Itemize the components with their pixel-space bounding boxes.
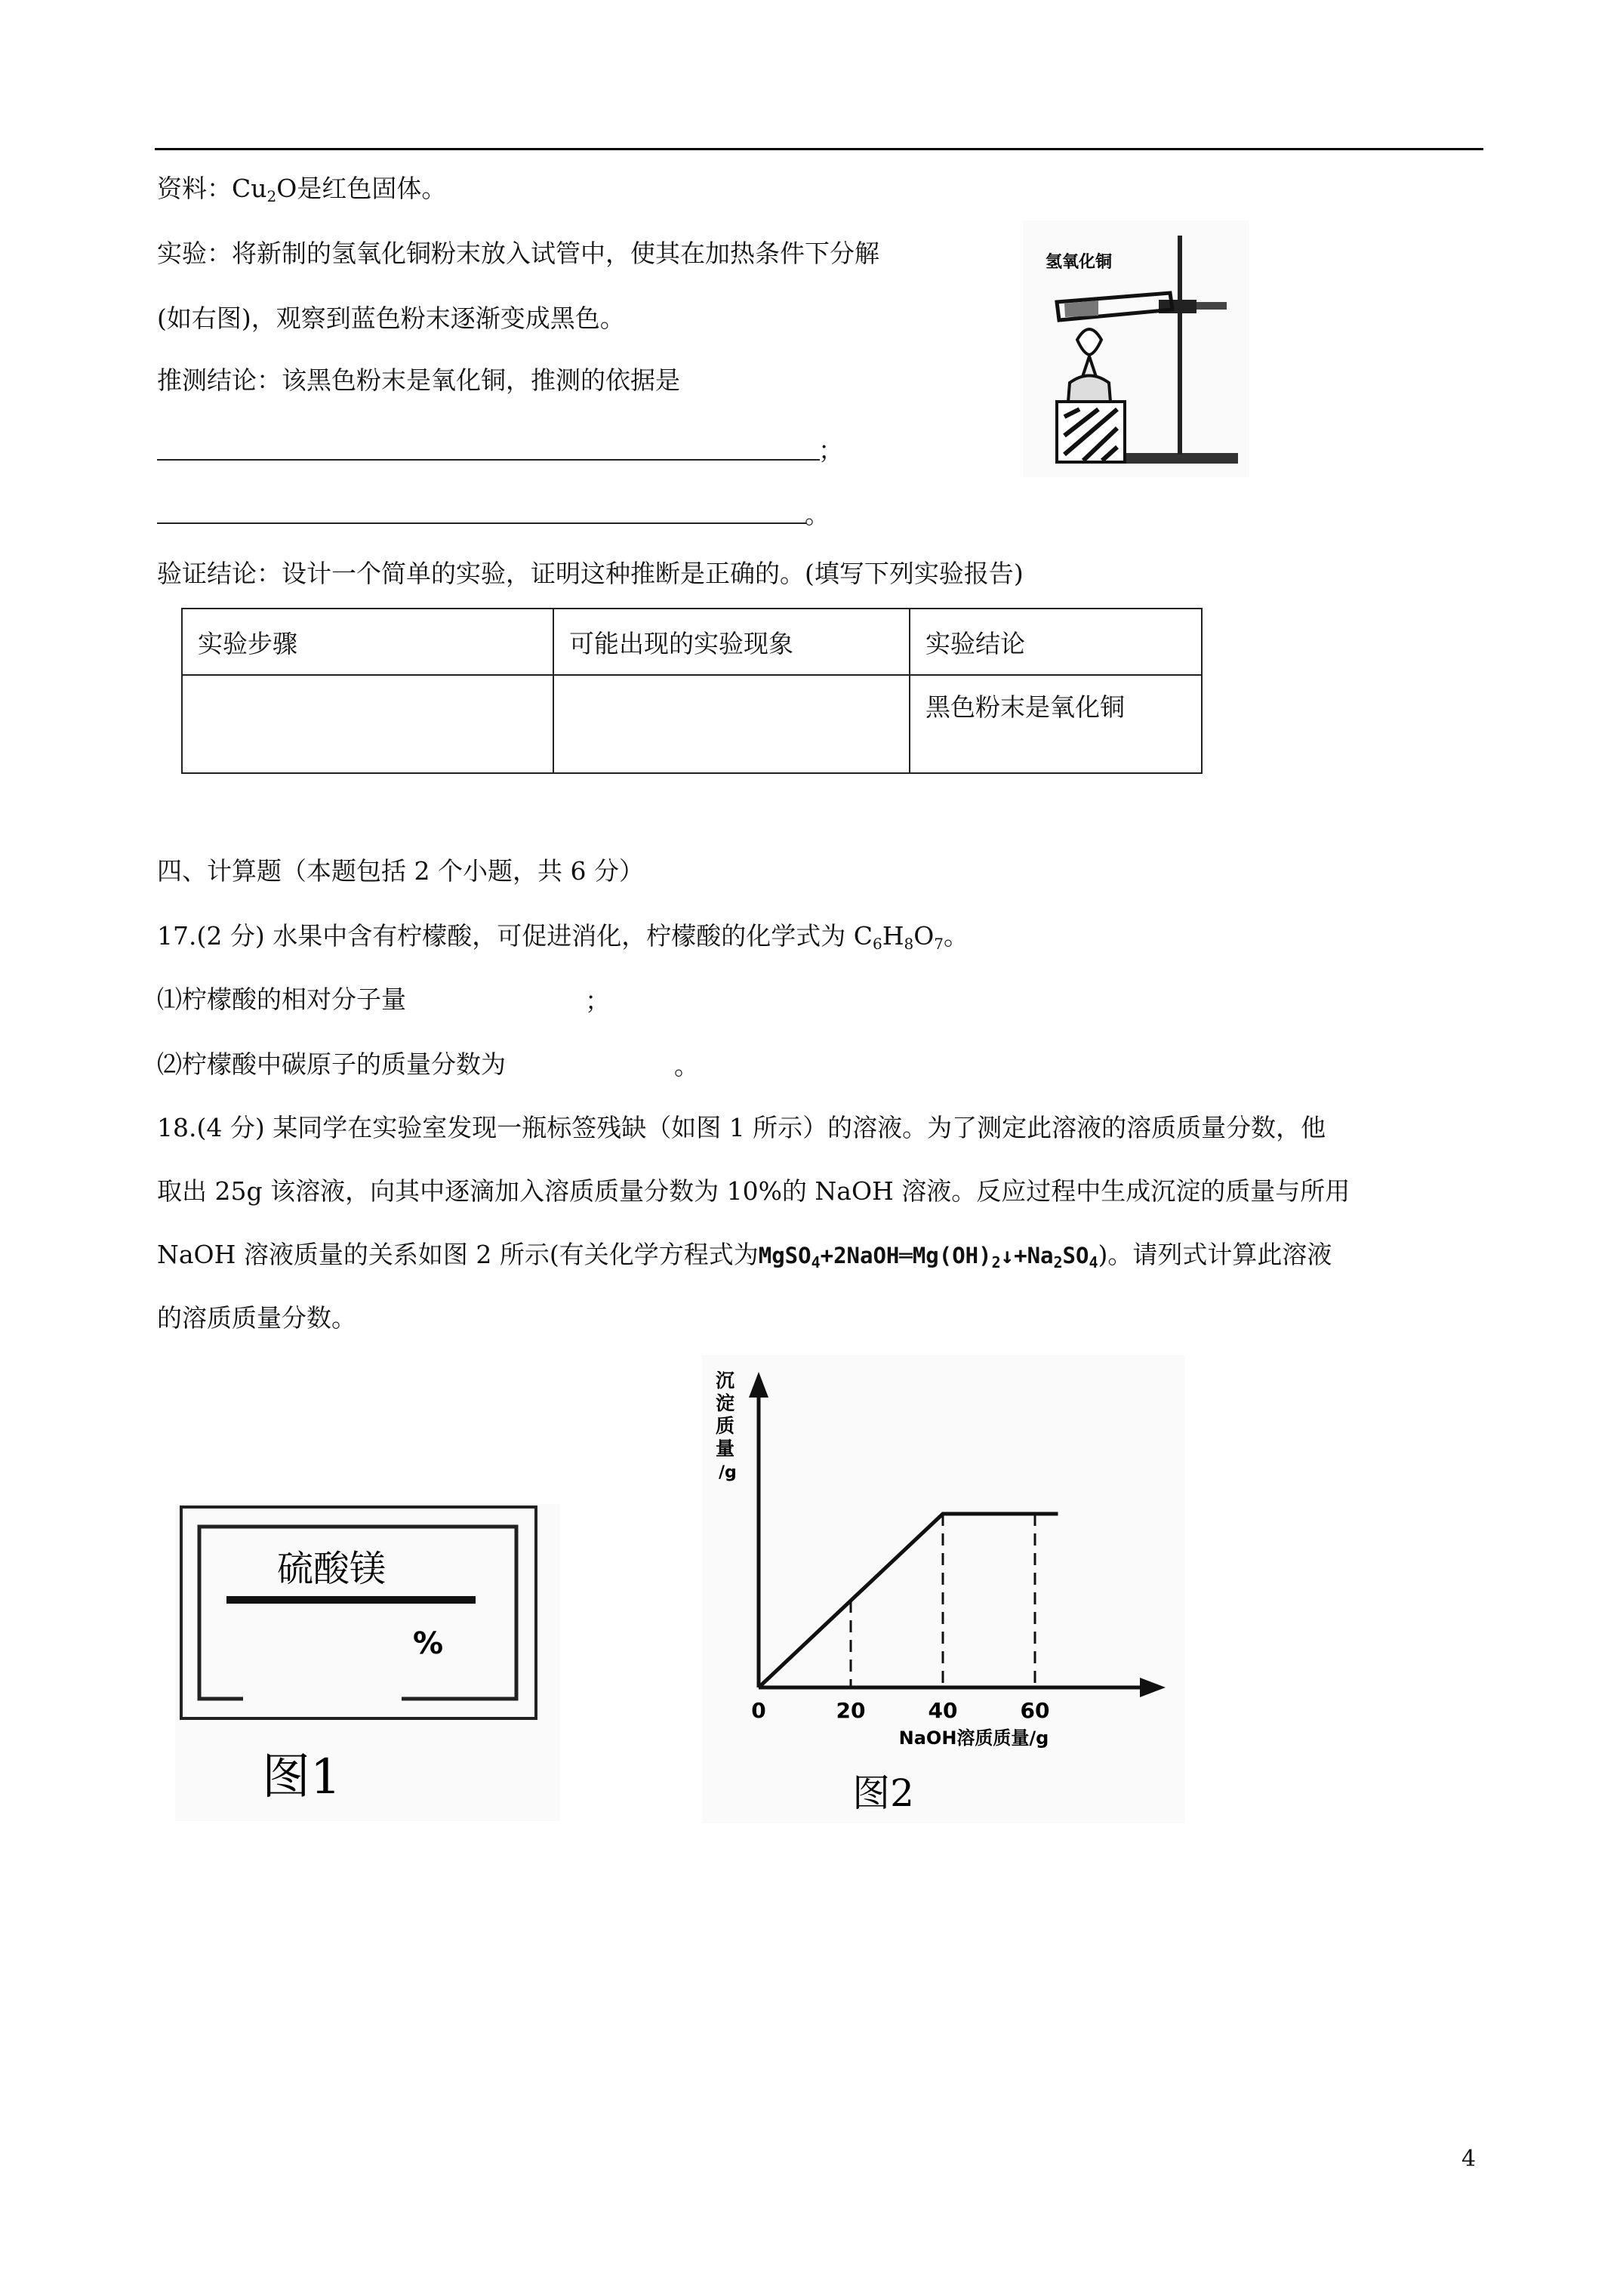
heating-apparatus-icon — [1023, 220, 1249, 477]
figure-1-percent: % — [413, 1626, 444, 1661]
precipitate-chart — [702, 1355, 1185, 1823]
table-header-cell: 可能出现的实验现象 — [553, 609, 910, 675]
figure-2 — [702, 1355, 1185, 1823]
chart-ylabel-char: /g — [719, 1463, 737, 1482]
q18-line-1: 18.(4 分) 某同学在实验室发现一瓶标签残缺（如图 1 所示）的溶液。为了测定此溶液的溶质质量分数，他 — [157, 1113, 1326, 1142]
q18-line-4: 的溶质质量分数。 — [157, 1303, 356, 1333]
blank-2-end: 。 — [805, 500, 830, 529]
q17-lead: 17.(2 分) 水果中含有柠檬酸，可促进消化，柠檬酸的化学式为 $C_6H_8O_7$。 — [157, 921, 969, 953]
chart-x-tick-label: 60 — [1020, 1698, 1050, 1723]
answer-blank-2[interactable] — [157, 522, 806, 524]
table-cell-steps[interactable] — [182, 675, 553, 773]
table-row — [182, 675, 1202, 773]
table-header-cell: 实验结论 — [910, 609, 1202, 675]
chemical-equation: $MgSO_4+2NaOH═Mg(OH)_2↓+Na_2SO_4$ — [758, 1243, 1098, 1271]
experiment-report-table — [181, 608, 1203, 774]
apparatus-label: 氢氧化铜 — [1046, 253, 1113, 272]
figure-1 — [175, 1504, 560, 1821]
chart-ylabel-char: 量 — [716, 1438, 735, 1459]
table-header-row — [182, 609, 1202, 675]
reference-line: 资料：$Cu_2O$是红色固体。 — [157, 174, 447, 205]
blank-1-end: ； — [818, 436, 843, 465]
figure-1-label-text: 硫酸镁 — [277, 1548, 387, 1590]
q18-line-2: 取出 25g 该溶液，向其中逐滴加入溶质质量分数为 10%的 NaOH 溶液。反应过程中生成沉淀的质量与所用 — [157, 1176, 1350, 1206]
q17-part1: ⑴柠檬酸的相对分子量 — [157, 985, 406, 1014]
inference-line: 推测结论：该黑色粉末是氧化铜，推测的依据是 — [157, 365, 680, 395]
figure-1-caption: 图1 — [262, 1749, 341, 1805]
chart-x-tick-label: 40 — [928, 1698, 958, 1723]
table-cell-phenomena[interactable] — [553, 675, 910, 773]
apparatus-figure — [1023, 220, 1249, 477]
chart-xlabel: NaOH溶质质量/g — [898, 1727, 1049, 1749]
chart-x-tick-label: 20 — [836, 1698, 866, 1723]
chart-ylabel-char: 淀 — [716, 1392, 735, 1414]
experiment-line-1: 实验：将新制的氢氧化铜粉末放入试管中，使其在加热条件下分解 — [157, 239, 879, 268]
section4-title: 四、计算题（本题包括 2 个小题，共 6 分） — [157, 856, 644, 886]
table-header-cell: 实验步骤 — [182, 609, 553, 675]
q18-line-3: NaOH 溶液质量的关系如图 2 所示(有关化学方程式为$MgSO_4+2NaOH═Mg(OH)_2↓+Na_2SO_4$)。请列式计算此溶液 — [157, 1240, 1332, 1271]
chart-ylabel-char: 质 — [716, 1415, 735, 1437]
table-cell-conclusion: 黑色粉末是氧化铜 — [910, 675, 1202, 773]
chart-ylabel-char: 沉 — [716, 1370, 735, 1391]
verify-line: 验证结论：设计一个简单的实验，证明这种推断是正确的。(填写下列实验报告) — [157, 559, 1024, 588]
answer-blank-1[interactable] — [157, 459, 820, 461]
page-number: 4 — [1461, 2146, 1477, 2172]
q17-part2: ⑵柠檬酸中碳原子的质量分数为 — [157, 1049, 506, 1079]
header-rule — [155, 148, 1483, 150]
figure-2-caption: 图2 — [852, 1771, 914, 1815]
q17-part2-end: 。 — [674, 1051, 699, 1080]
chart-x-tick-label: 0 — [751, 1698, 766, 1723]
broken-label-icon — [175, 1504, 560, 1821]
experiment-line-2: (如右图)，观察到蓝色粉末逐渐变成黑色。 — [157, 304, 625, 333]
q17-part1-end: ； — [585, 986, 610, 1015]
